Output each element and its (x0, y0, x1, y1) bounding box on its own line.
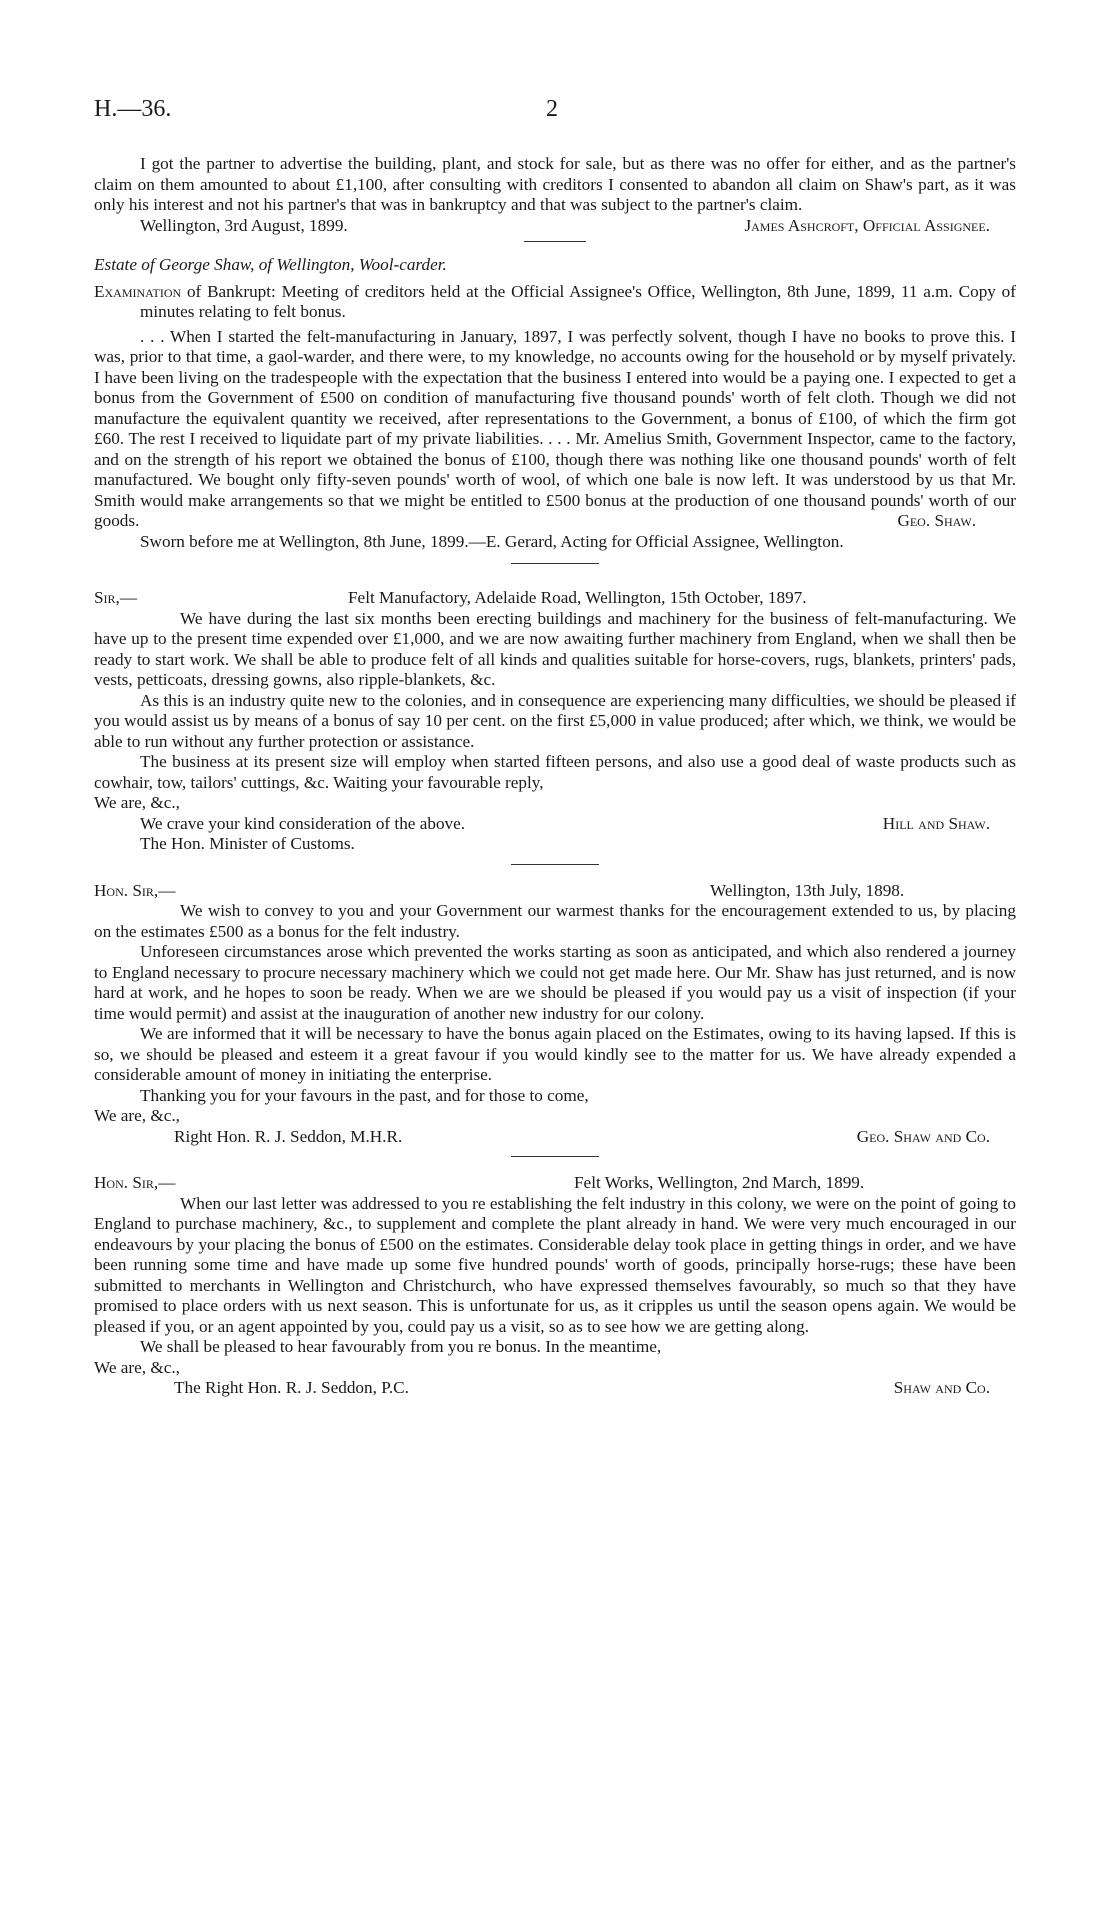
assignee-place-date: Wellington, 3rd August, 1899. (140, 215, 348, 235)
bankrupt-statement (94, 327, 1016, 532)
letter1-header (94, 588, 1016, 609)
examination-heading (94, 282, 1016, 323)
document-code: H.—36. (94, 96, 172, 122)
letter3-signature-row (94, 1378, 1016, 1399)
letter2-address: Wellington, 13th July, 1898. (710, 880, 905, 900)
page-content (94, 154, 1016, 1399)
letter1-signature-row (94, 814, 1016, 835)
bankrupt-statement-text: . . . When I started the felt-manufacturing in January, 1897, I was perfectly solvent, though I have no books to prove this. I was, prior to that time, a gaol-warder, and there were, to my knowledge, no accounts owing for the household or by myself privately. I have been living on the tradespeople with the expectation that the business I entered into would be a paying one. I expected to get a bonus from the Government of £500 on condition of manufacturing five thousand pounds' worth of felt cloth. Though we did not manufacture the equivalent quantity we received, after representations to the Government, a bonus of £100, of which the firm got £60. The rest I received to liquidate part of my private liabilities. . . . Mr. Amelius Smith, Government Inspector, came to the factory, and on the strength of his report we obtained the bonus of £100, though there was nothing like one thousand pounds' worth of felt manufactured. We bought only fifty-seven pounds' worth of wool, of which one bale is now left. It was understood by us that Mr. Smith would make arrangements so that we might be entitled to £500 bonus at the production of one thousand pounds' worth of our goods. (94, 326, 1016, 530)
letter2-closing: We are, &c., (94, 1106, 180, 1125)
letter1-address: Felt Manufactory, Adelaide Road, Wellington, 15th October, 1897. (348, 588, 807, 607)
letter1-crave: We crave your kind consideration of the above. (140, 813, 466, 833)
page-header (94, 96, 1014, 130)
section-divider (524, 241, 586, 242)
bankrupt-signature: Geo. Shaw. (897, 511, 976, 530)
letter1-addressee: The Hon. Minister of Customs. (140, 834, 355, 853)
letter3-address: Felt Works, Wellington, 2nd March, 1899. (574, 1173, 865, 1192)
letter3-signatory: Shaw and Co. (893, 1378, 990, 1397)
section-divider (511, 563, 599, 564)
letter1-paragraph: As this is an industry quite new to the colonies, and in consequence are experiencing many difficulties, we should be pleased if you would assist us by means of a bonus of say 10 per cent. on the first £5,000 in value produced; after which, we think, we would be able to run without any further protection or assistance. (94, 690, 1016, 751)
section-divider (511, 864, 599, 865)
letter2-paragraph: Thanking you for your favours in the past, and for those to come, (140, 1085, 589, 1105)
letter3-header (94, 1173, 1016, 1194)
letter1-closing: We are, &c., (94, 793, 180, 812)
letter1-paragraph: The business at its present size will employ when started fifteen persons, and also use a good deal of waste products such as cowhair, tow, tailors' cuttings, &c. Waiting your favourable reply, (94, 752, 1016, 792)
letter1-salutation: Sir,— (94, 588, 138, 607)
examination-text: of Bankrupt: Meeting of creditors held at the Official Assignee's Office, Wellington, 8th June, 1899, 11 a.m. Copy of minutes relating to felt bonus. (140, 281, 1016, 321)
letter2-paragraph: We wish to convey to you and your Government our warmest thanks for the encouragement extended to us, by placing on the estimates £500 as a bonus for the felt industry. (94, 901, 1016, 941)
letter3-paragraph: We shall be pleased to hear favourably from you re bonus. In the meantime, (140, 1337, 662, 1356)
letter3-closing: We are, &c., (94, 1357, 180, 1377)
letter2-paragraph: Unforeseen circumstances arose which prevented the works starting as soon as anticipated, and which also rendered a journey to England necessary to procure necessary machinery which we could not get made here. Our Mr. Shaw has just returned, and is now hard at work, and he hopes to soon be ready. When we are we should be pleased if you would pay us a visit of inspection (if your time would permit) and assist at the inauguration of another new industry for our colony. (94, 942, 1016, 1023)
letter2-signatory: Geo. Shaw and Co. (856, 1126, 990, 1146)
sworn-statement: Sworn before me at Wellington, 8th June, 1899.—E. Gerard, Acting for Official Assignee, Wellington. (140, 531, 844, 551)
examination-label: Examination (94, 281, 182, 301)
assignee-report-paragraph: I got the partner to advertise the building, plant, and stock for sale, but as there was no offer for either, and as the partner's claim on them amounted to about £1,100, after consulting with creditors I consented to abandon all claim on Shaw's part, as it was only his interest and not his partner's that was in bankruptcy and that was subject to the partner's claim. (94, 154, 1016, 214)
letter1-paragraph: We have during the last six months been erecting buildings and machinery for the business of felt-manufacturing. We have up to the present time expended over £1,000, and we are now awaiting further machinery from England, when we shall then be ready to start work. We shall be able to produce felt of all kinds and qualities suitable for horse-covers, rugs, blankets, printers' pads, vests, petticoats, dressing gowns, also ripple-blankets, &c. (94, 608, 1016, 689)
estate-title: Estate of George Shaw, of Wellington, Wool-carder. (94, 255, 447, 274)
assignee-signatory: James Ashcroft, Official Assignee. (744, 215, 990, 235)
assignee-signature-row (94, 216, 1016, 237)
section-divider (511, 1156, 599, 1157)
letter1-signatory: Hill and Shaw. (882, 813, 990, 833)
letter2-addressee: Right Hon. R. J. Seddon, M.H.R. (174, 1126, 403, 1146)
page-number: 2 (546, 96, 558, 122)
letter3-paragraph: When our last letter was addressed to you re establishing the felt industry in this colony, we were on the point of going to England to purchase machinery, &c., to supplement and complete the plant already in hand. We were very much encouraged in our endeavours by your placing the bonus of £500 on the estimates. Considerable delay took place in getting things in order, and we have been running some time and have made up some five hundred pounds' worth of goods, principally horse-rugs; these have been submitted to merchants in Wellington and Christchurch, who have expressed themselves favourably, so much so that they have promised to place orders with us next season. This is unfortunate for us, as it cripples us until the season opens again. We would be pleased if you, or an agent appointed by you, could pay us a visit, so as to see how we are getting along. (94, 1193, 1016, 1336)
letter2-signature-row (94, 1127, 1016, 1148)
letter3-salutation: Hon. Sir,— (94, 1173, 176, 1192)
letter2-header (94, 881, 1016, 902)
letter2-paragraph: We are informed that it will be necessary to have the bonus again placed on the Estimates, owing to its having lapsed. If this is so, we should be pleased and esteem it a great favour if you would kindly see to the matter for us. We have already expended a considerable amount of money in initiating the enterprise. (94, 1024, 1016, 1084)
letter3-addressee: The Right Hon. R. J. Seddon, P.C. (174, 1378, 409, 1397)
letter2-salutation: Hon. Sir,— (94, 880, 176, 900)
